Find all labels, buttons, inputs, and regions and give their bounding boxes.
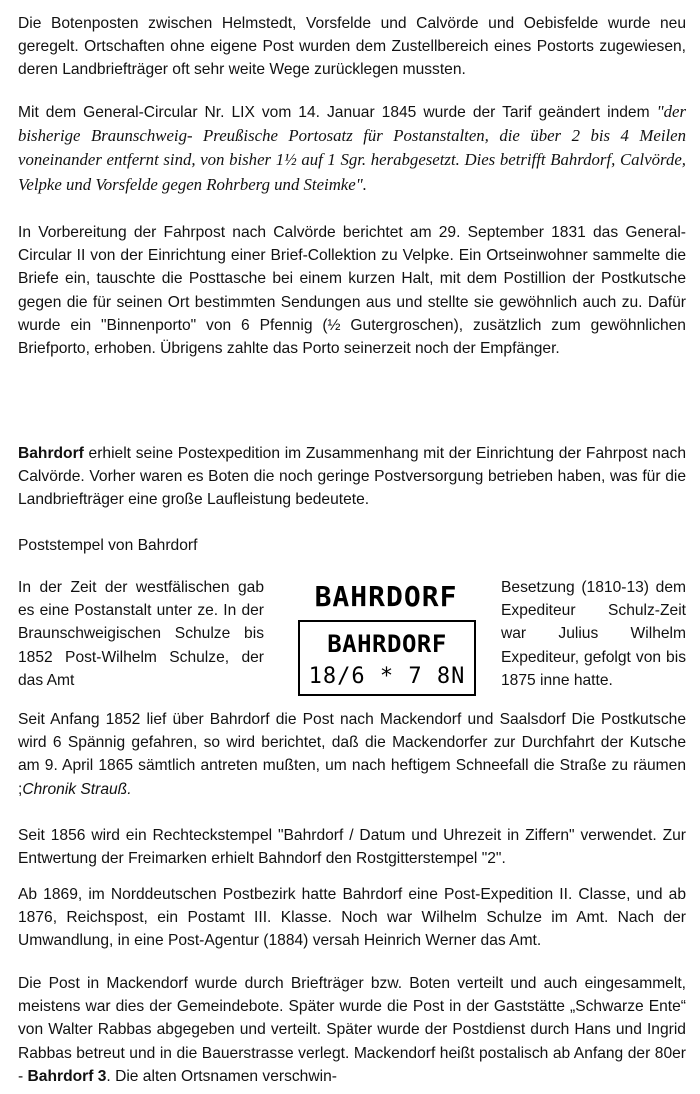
quote-text: "der bisherige Braunschweig- Preußische Portosatz für Postanstalten, die über 2 bis 4 Meilen voneinander entfernt sind, von bisher 1½ auf 1 Sgr. herabgesetzt. Dies betrifft Bahrdorf, Calvörde, Velpke und Vorsfelde gegen Rohrberg und Steimke".: [18, 102, 686, 194]
postmark-date: 18/6 * 7 8N: [308, 664, 466, 689]
text-column-right: Besetzung (1810-13) dem Expediteur Schulz-Zeit war Julius Wilhelm Expediteur, gefolgt von bis 1875 inne hatte.: [501, 579, 686, 689]
paragraph-postexpedition: [18, 442, 686, 512]
paragraph-body-text: Die Post in Mackendorf wurde durch Briefträger bzw. Boten verteilt und auch eingesammelt, meistens war dies der Gemeindebote. Später wurde die Post in der Gaststätte „Schwarze Ente“ von Walter Rabbas abgegeben und verteilt. Später wurde der Postdienst durch Hans und Ingrid Rabbas betreut und in die Bauerstrasse verlegt. Mackendorf heißt postalisch ab Anfang der 80er -: [18, 975, 686, 1085]
text-column-left: In der Zeit der westfälischen gab es eine Postanstalt unter ze. In der Braunschweigischen Schulze bis 1852 Post-Wilhelm Schulze, der das Amt: [18, 579, 264, 689]
paragraph-norddeutscher-postbezirk: Ab 1869, im Norddeutschen Postbezirk hatte Bahrdorf eine Post-Expedition II. Classe, und ab 1876, Reichspost, ein Postamt III. Klasse. Noch war Wilhelm Schulze im Amt. Nach der Umwandlung, in eine Post-Agentur (1884) versah Heinrich Werner das Amt.: [18, 886, 686, 950]
paragraph-general-circular-1845: [18, 100, 686, 197]
paragraph-intro-text: Mit dem General-Circular Nr. LIX vom 14. Januar 1845 wurde der Tarif geändert indem: [18, 104, 657, 121]
paragraph-mackendorf: [18, 972, 686, 1088]
rectangular-postmark: [298, 620, 476, 696]
bold-postal-name: Bahrdorf 3: [27, 1067, 107, 1085]
stamp-section: [18, 576, 686, 706]
paragraph-tail-text: . Die alten Ortsnamen verschwin-: [106, 1067, 337, 1085]
paragraph-postkutsche: [18, 708, 686, 801]
bold-place-name: Bahrdorf: [18, 445, 84, 462]
postmark-stamps-image: [266, 576, 496, 706]
paragraph-body-text: Seit Anfang 1852 lief über Bahrdorf die Post nach Mackendorf und Saalsdorf Die Postkutsche wird 6 Spännig gefahren, so wird berichtet, daß die Mackendorfer zur Durchfahrt der Kutsche am 9. April 1865 sämtlich antreten mußten, um nach heftigem Schneefall die Straße zu räumen ;: [18, 711, 686, 798]
postmark-town-name: BAHRDORF: [327, 630, 447, 658]
source-citation: Chronik Strauß.: [22, 780, 132, 798]
paragraph-body-text: erhielt seine Postexpedition im Zusammenhang mit der Einrichtung der Fahrpost nach Calvörde. Vorher waren es Boten die noch geringe Postversorgung betrieben haben, was für die Landbriefträger eine große Laufleistung bedeutete.: [18, 445, 686, 509]
stamp-town-name: BAHRDORF: [314, 580, 458, 613]
section-caption: Poststempel von Bahrdorf: [18, 537, 198, 554]
paragraph-fahrpost-vorbereitung: In Vorbereitung der Fahrpost nach Calvörde berichtet am 29. September 1831 das General-Circular II von der Einrichtung einer Brief-Collektion zu Velpke. Ein Ortseinwohner sammelte die Briefe ein, tauschte die Posttasche bei einem kurzen Halt, mit dem Postillion der Postkutsche gegen die für seinen Ort bestimmten Sendungen aus und stellte sie gewöhnlich auch zu. Dafür wurde ein "Binnenporto" von 6 Pfennig (½ Gutergroschen), zusätzlich zum gewöhnlichen Briefporto, erhoben. Übrigens zahlte das Porto seinerzeit noch der Empfänger.: [18, 224, 686, 358]
paragraph-rechteckstempel: Seit 1856 wird ein Rechteckstempel "Bahrdorf / Datum und Uhrezeit in Ziffern" verwendet. Zur Entwertung der Freimarken erhielt Bahndorf den Rostgitterstempel "2".: [18, 827, 686, 868]
paragraph-botenposten: Die Botenposten zwischen Helmstedt, Vorsfelde und Calvörde und Oebisfelde wurde neu geregelt. Ortschaften ohne eigene Post wurden dem Zustellbereich eines Postorts zugewiesen, deren Landbriefträger oft sehr weite Wege zurücklegen mussten.: [18, 15, 686, 79]
